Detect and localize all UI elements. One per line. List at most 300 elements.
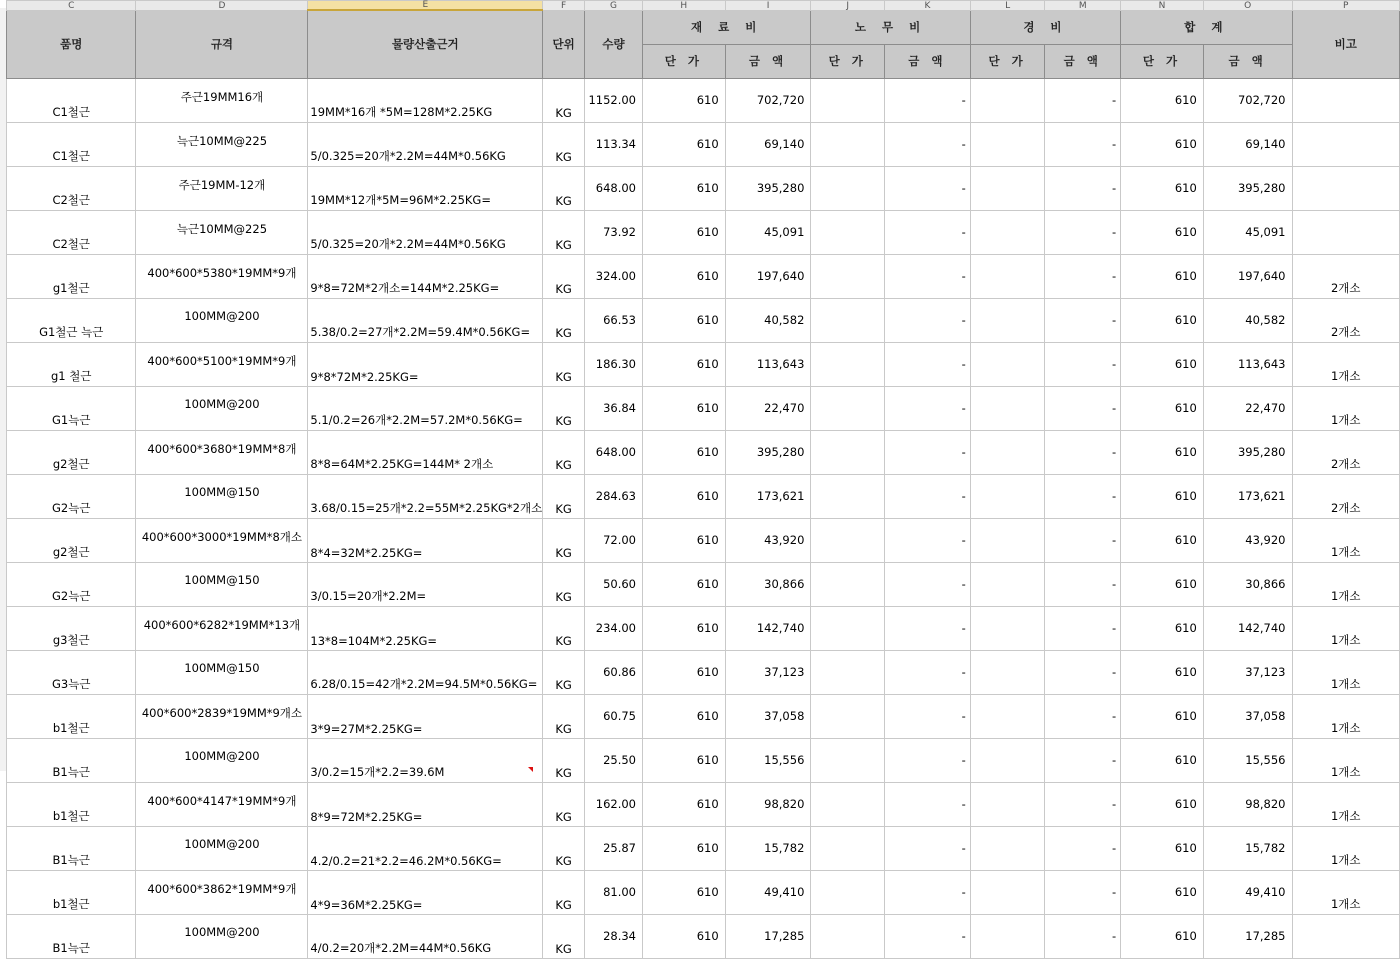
spec-cell[interactable]: 100MM@200 (136, 738, 308, 782)
quantity-cell[interactable]: 648.00 (585, 430, 643, 474)
material-unit-price-cell[interactable]: 610 (643, 518, 726, 562)
total-unit-price-cell[interactable]: 610 (1121, 914, 1204, 958)
material-amount-cell[interactable]: 142,740 (725, 606, 811, 650)
expense-unit-price-cell[interactable] (970, 914, 1045, 958)
labor-unit-price-cell[interactable] (811, 298, 885, 342)
total-amount-cell[interactable]: 15,556 (1203, 738, 1292, 782)
labor-amount-cell[interactable]: - (885, 298, 971, 342)
labor-amount-cell[interactable]: - (885, 914, 971, 958)
labor-amount-cell[interactable]: - (885, 122, 971, 166)
material-unit-price-cell[interactable]: 610 (643, 914, 726, 958)
material-unit-price-cell[interactable]: 610 (643, 474, 726, 518)
quantity-basis-cell[interactable]: 9*8*72M*2.25KG= (308, 342, 543, 386)
total-amount-cell[interactable]: 17,285 (1203, 914, 1292, 958)
column-header-e[interactable]: E (308, 1, 543, 11)
quantity-basis-cell[interactable]: 9*8=72M*2개소=144M*2.25KG= (308, 254, 543, 298)
item-name-cell[interactable]: G2늑근 (7, 562, 136, 606)
remarks-cell[interactable]: 1개소 (1292, 386, 1400, 430)
quantity-basis-cell[interactable]: 5/0.325=20개*2.2M=44M*0.56KG (308, 122, 543, 166)
unit-cell[interactable]: KG (543, 518, 585, 562)
total-amount-cell[interactable]: 702,720 (1203, 78, 1292, 122)
unit-cell[interactable]: KG (543, 694, 585, 738)
total-amount-cell[interactable]: 395,280 (1203, 166, 1292, 210)
quantity-basis-cell[interactable]: 4/0.2=20개*2.2M=44M*0.56KG (308, 914, 543, 958)
quantity-cell[interactable]: 25.87 (585, 826, 643, 870)
total-unit-price-cell[interactable]: 610 (1121, 870, 1204, 914)
quantity-basis-cell[interactable]: 5/0.325=20개*2.2M=44M*0.56KG (308, 210, 543, 254)
expense-amount-cell[interactable]: - (1045, 518, 1121, 562)
material-amount-cell[interactable]: 15,556 (725, 738, 811, 782)
quantity-basis-cell[interactable]: 3/0.15=20개*2.2M= (308, 562, 543, 606)
material-amount-cell[interactable]: 30,866 (725, 562, 811, 606)
labor-amount-cell[interactable]: - (885, 210, 971, 254)
spec-cell[interactable]: 400*600*3000*19MM*8개소 (136, 518, 308, 562)
unit-cell[interactable]: KG (543, 122, 585, 166)
total-unit-price-cell[interactable]: 610 (1121, 430, 1204, 474)
remarks-cell[interactable]: 1개소 (1292, 826, 1400, 870)
spec-cell[interactable]: 100MM@200 (136, 914, 308, 958)
quantity-cell[interactable]: 50.60 (585, 562, 643, 606)
table-row (7, 650, 1400, 694)
total-unit-price-cell[interactable]: 610 (1121, 166, 1204, 210)
remarks-cell[interactable]: 1개소 (1292, 694, 1400, 738)
spec-cell[interactable]: 400*600*3862*19MM*9개 (136, 870, 308, 914)
labor-unit-price-cell[interactable] (811, 518, 885, 562)
item-name-cell[interactable]: G3늑근 (7, 650, 136, 694)
material-unit-price-cell[interactable]: 610 (643, 122, 726, 166)
column-header-h[interactable]: H (643, 1, 726, 11)
spec-cell[interactable]: 100MM@150 (136, 562, 308, 606)
quantity-cell[interactable]: 73.92 (585, 210, 643, 254)
quantity-basis-cell[interactable]: 4*9=36M*2.25KG= (308, 870, 543, 914)
unit-cell[interactable]: KG (543, 782, 585, 826)
expense-unit-price-cell[interactable] (970, 78, 1045, 122)
quantity-basis-cell[interactable]: 5.1/0.2=26개*2.2M=57.2M*0.56KG= (308, 386, 543, 430)
header-material: 재 료 비 (643, 10, 811, 44)
total-unit-price-cell[interactable]: 610 (1121, 474, 1204, 518)
material-amount-cell[interactable]: 197,640 (725, 254, 811, 298)
total-unit-price-cell[interactable]: 610 (1121, 518, 1204, 562)
spec-cell[interactable]: 100MM@200 (136, 826, 308, 870)
quantity-cell[interactable]: 60.75 (585, 694, 643, 738)
unit-cell[interactable]: KG (543, 738, 585, 782)
labor-unit-price-cell[interactable] (811, 430, 885, 474)
total-amount-cell[interactable]: 98,820 (1203, 782, 1292, 826)
remarks-cell[interactable]: 1개소 (1292, 342, 1400, 386)
labor-unit-price-cell[interactable] (811, 474, 885, 518)
expense-unit-price-cell[interactable] (970, 518, 1045, 562)
labor-amount-cell[interactable]: - (885, 782, 971, 826)
expense-amount-cell[interactable]: - (1045, 914, 1121, 958)
unit-cell[interactable]: KG (543, 826, 585, 870)
expense-unit-price-cell[interactable] (970, 782, 1045, 826)
labor-unit-price-cell[interactable] (811, 122, 885, 166)
header-item-name: 품명 (7, 10, 136, 78)
expense-unit-price-cell[interactable] (970, 298, 1045, 342)
remarks-cell[interactable] (1292, 78, 1400, 122)
labor-unit-price-cell[interactable] (811, 254, 885, 298)
unit-cell[interactable]: KG (543, 210, 585, 254)
material-amount-cell[interactable]: 22,470 (725, 386, 811, 430)
labor-unit-price-cell[interactable] (811, 562, 885, 606)
material-amount-cell[interactable]: 395,280 (725, 430, 811, 474)
expense-unit-price-cell[interactable] (970, 606, 1045, 650)
expense-amount-cell[interactable]: - (1045, 826, 1121, 870)
labor-amount-cell[interactable]: - (885, 738, 971, 782)
expense-unit-price-cell[interactable] (970, 430, 1045, 474)
quantity-cell[interactable]: 60.86 (585, 650, 643, 694)
remarks-cell[interactable] (1292, 914, 1400, 958)
quantity-cell[interactable]: 66.53 (585, 298, 643, 342)
remarks-cell[interactable] (1292, 166, 1400, 210)
labor-unit-price-cell[interactable] (811, 870, 885, 914)
unit-cell[interactable]: KG (543, 386, 585, 430)
spec-cell[interactable]: 400*600*6282*19MM*13개 (136, 606, 308, 650)
remarks-cell[interactable]: 1개소 (1292, 606, 1400, 650)
expense-amount-cell[interactable]: - (1045, 606, 1121, 650)
expense-amount-cell[interactable]: - (1045, 870, 1121, 914)
column-header-l[interactable]: L (970, 1, 1045, 11)
item-name-cell[interactable]: C2철근 (7, 166, 136, 210)
column-header-p[interactable]: P (1292, 1, 1400, 11)
unit-cell[interactable]: KG (543, 606, 585, 650)
total-unit-price-cell[interactable]: 610 (1121, 342, 1204, 386)
item-name-cell[interactable]: B1늑근 (7, 826, 136, 870)
labor-unit-price-cell[interactable] (811, 386, 885, 430)
expense-unit-price-cell[interactable] (970, 474, 1045, 518)
unit-cell[interactable]: KG (543, 914, 585, 958)
total-unit-price-cell[interactable]: 610 (1121, 650, 1204, 694)
expense-unit-price-cell[interactable] (970, 826, 1045, 870)
spec-cell[interactable]: 100MM@150 (136, 474, 308, 518)
quantity-cell[interactable]: 324.00 (585, 254, 643, 298)
expense-amount-cell[interactable]: - (1045, 650, 1121, 694)
quantity-cell[interactable]: 1152.00 (585, 78, 643, 122)
total-amount-cell[interactable]: 395,280 (1203, 430, 1292, 474)
material-amount-cell[interactable]: 98,820 (725, 782, 811, 826)
material-amount-cell[interactable]: 69,140 (725, 122, 811, 166)
expense-amount-cell[interactable]: - (1045, 782, 1121, 826)
spec-cell[interactable]: 400*600*3680*19MM*8개 (136, 430, 308, 474)
quantity-cell[interactable]: 162.00 (585, 782, 643, 826)
remarks-cell[interactable]: 2개소 (1292, 254, 1400, 298)
labor-amount-cell[interactable]: - (885, 826, 971, 870)
material-unit-price-cell[interactable]: 610 (643, 254, 726, 298)
header-row-1 (7, 10, 1400, 44)
labor-amount-cell[interactable]: - (885, 694, 971, 738)
expense-unit-price-cell[interactable] (970, 166, 1045, 210)
remarks-cell[interactable]: 1개소 (1292, 518, 1400, 562)
total-amount-cell[interactable]: 30,866 (1203, 562, 1292, 606)
table-row (7, 430, 1400, 474)
column-header-n[interactable]: N (1121, 1, 1204, 11)
column-header-g[interactable]: G (585, 1, 643, 11)
labor-unit-price-cell[interactable] (811, 78, 885, 122)
quantity-basis-cell[interactable]: 8*4=32M*2.25KG= (308, 518, 543, 562)
total-unit-price-cell[interactable]: 610 (1121, 694, 1204, 738)
unit-cell[interactable]: KG (543, 78, 585, 122)
total-amount-cell[interactable]: 142,740 (1203, 606, 1292, 650)
quantity-cell[interactable]: 25.50 (585, 738, 643, 782)
labor-amount-cell[interactable]: - (885, 430, 971, 474)
material-amount-cell[interactable]: 37,058 (725, 694, 811, 738)
total-amount-cell[interactable]: 173,621 (1203, 474, 1292, 518)
unit-cell[interactable]: KG (543, 430, 585, 474)
item-name-cell[interactable]: g3철근 (7, 606, 136, 650)
material-amount-cell[interactable]: 17,285 (725, 914, 811, 958)
quantity-cell[interactable]: 28.34 (585, 914, 643, 958)
item-name-cell[interactable]: G1철근 늑근 (7, 298, 136, 342)
total-unit-price-cell[interactable]: 610 (1121, 122, 1204, 166)
expense-amount-cell[interactable]: - (1045, 430, 1121, 474)
material-unit-price-cell[interactable]: 610 (643, 782, 726, 826)
unit-cell[interactable]: KG (543, 562, 585, 606)
unit-cell[interactable]: KG (543, 166, 585, 210)
remarks-cell[interactable] (1292, 210, 1400, 254)
material-unit-price-cell[interactable]: 610 (643, 694, 726, 738)
labor-unit-price-cell[interactable] (811, 166, 885, 210)
labor-amount-cell[interactable]: - (885, 166, 971, 210)
remarks-cell[interactable] (1292, 122, 1400, 166)
quantity-cell[interactable]: 234.00 (585, 606, 643, 650)
quantity-basis-cell[interactable]: 3/0.2=15개*2.2=39.6M (308, 738, 543, 782)
expense-amount-cell[interactable]: - (1045, 78, 1121, 122)
total-amount-cell[interactable]: 40,582 (1203, 298, 1292, 342)
item-name-cell[interactable]: G2늑근 (7, 474, 136, 518)
column-header-o[interactable]: O (1203, 1, 1292, 11)
material-unit-price-cell[interactable]: 610 (643, 342, 726, 386)
expense-unit-price-cell[interactable] (970, 386, 1045, 430)
labor-amount-cell[interactable]: - (885, 562, 971, 606)
expense-amount-cell[interactable]: - (1045, 342, 1121, 386)
total-amount-cell[interactable]: 43,920 (1203, 518, 1292, 562)
column-header-c[interactable]: C (7, 1, 136, 11)
expense-amount-cell[interactable]: - (1045, 694, 1121, 738)
total-unit-price-cell[interactable]: 610 (1121, 298, 1204, 342)
quantity-cell[interactable]: 113.34 (585, 122, 643, 166)
quantity-basis-cell[interactable]: 3*9=27M*2.25KG= (308, 694, 543, 738)
expense-amount-cell[interactable]: - (1045, 122, 1121, 166)
total-amount-cell[interactable]: 15,782 (1203, 826, 1292, 870)
column-header-k[interactable]: K (885, 1, 971, 11)
expense-amount-cell[interactable]: - (1045, 738, 1121, 782)
labor-unit-price-cell[interactable] (811, 914, 885, 958)
labor-unit-price-cell[interactable] (811, 738, 885, 782)
remarks-cell[interactable]: 2개소 (1292, 430, 1400, 474)
labor-unit-price-cell[interactable] (811, 210, 885, 254)
spec-cell[interactable]: 주근19MM-12개 (136, 166, 308, 210)
total-unit-price-cell[interactable]: 610 (1121, 210, 1204, 254)
expense-unit-price-cell[interactable] (970, 122, 1045, 166)
material-unit-price-cell[interactable]: 610 (643, 78, 726, 122)
expense-amount-cell[interactable]: - (1045, 210, 1121, 254)
expense-unit-price-cell[interactable] (970, 694, 1045, 738)
item-name-cell[interactable]: b1철근 (7, 694, 136, 738)
quantity-basis-cell[interactable]: 4.2/0.2=21*2.2=46.2M*0.56KG= (308, 826, 543, 870)
spec-cell[interactable]: 100MM@150 (136, 650, 308, 694)
labor-unit-price-cell[interactable] (811, 606, 885, 650)
remarks-cell[interactable]: 1개소 (1292, 562, 1400, 606)
total-unit-price-cell[interactable]: 610 (1121, 782, 1204, 826)
expense-unit-price-cell[interactable] (970, 342, 1045, 386)
item-name-cell[interactable]: g1 철근 (7, 342, 136, 386)
quantity-cell[interactable]: 81.00 (585, 870, 643, 914)
spec-cell[interactable]: 400*600*5380*19MM*9개 (136, 254, 308, 298)
material-unit-price-cell[interactable]: 610 (643, 298, 726, 342)
total-unit-price-cell[interactable]: 610 (1121, 826, 1204, 870)
material-unit-price-cell[interactable]: 610 (643, 826, 726, 870)
item-name-cell[interactable]: g1철근 (7, 254, 136, 298)
material-unit-price-cell[interactable]: 610 (643, 738, 726, 782)
quantity-cell[interactable]: 648.00 (585, 166, 643, 210)
material-amount-cell[interactable]: 45,091 (725, 210, 811, 254)
total-amount-cell[interactable]: 37,123 (1203, 650, 1292, 694)
unit-cell[interactable]: KG (543, 870, 585, 914)
item-name-cell[interactable]: B1늑근 (7, 738, 136, 782)
remarks-cell[interactable]: 2개소 (1292, 474, 1400, 518)
total-amount-cell[interactable]: 113,643 (1203, 342, 1292, 386)
expense-unit-price-cell[interactable] (970, 562, 1045, 606)
quantity-cell[interactable]: 36.84 (585, 386, 643, 430)
labor-amount-cell[interactable]: - (885, 78, 971, 122)
expense-amount-cell[interactable]: - (1045, 386, 1121, 430)
quantity-basis-cell[interactable]: 13*8=104M*2.25KG= (308, 606, 543, 650)
remarks-cell[interactable]: 1개소 (1292, 870, 1400, 914)
material-unit-price-cell[interactable]: 610 (643, 562, 726, 606)
remarks-cell[interactable]: 1개소 (1292, 782, 1400, 826)
unit-cell[interactable]: KG (543, 474, 585, 518)
labor-amount-cell[interactable]: - (885, 342, 971, 386)
expense-unit-price-cell[interactable] (970, 210, 1045, 254)
total-amount-cell[interactable]: 69,140 (1203, 122, 1292, 166)
labor-amount-cell[interactable]: - (885, 386, 971, 430)
spec-cell[interactable]: 400*600*5100*19MM*9개 (136, 342, 308, 386)
material-unit-price-cell[interactable]: 610 (643, 606, 726, 650)
material-amount-cell[interactable]: 113,643 (725, 342, 811, 386)
total-unit-price-cell[interactable]: 610 (1121, 254, 1204, 298)
spec-cell[interactable]: 늑근10MM@225 (136, 210, 308, 254)
labor-unit-price-cell[interactable] (811, 782, 885, 826)
expense-unit-price-cell[interactable] (970, 254, 1045, 298)
unit-cell[interactable]: KG (543, 254, 585, 298)
labor-unit-price-cell[interactable] (811, 650, 885, 694)
spec-cell[interactable]: 100MM@200 (136, 386, 308, 430)
labor-amount-cell[interactable]: - (885, 650, 971, 694)
material-unit-price-cell[interactable]: 610 (643, 870, 726, 914)
total-amount-cell[interactable]: 37,058 (1203, 694, 1292, 738)
spec-cell[interactable]: 400*600*4147*19MM*9개 (136, 782, 308, 826)
labor-unit-price-cell[interactable] (811, 694, 885, 738)
remarks-cell[interactable]: 2개소 (1292, 298, 1400, 342)
labor-amount-cell[interactable]: - (885, 870, 971, 914)
item-name-cell[interactable]: C2철근 (7, 210, 136, 254)
spec-cell[interactable]: 주근19MM16개 (136, 78, 308, 122)
total-amount-cell[interactable]: 197,640 (1203, 254, 1292, 298)
item-name-cell[interactable]: C1철근 (7, 122, 136, 166)
labor-amount-cell[interactable]: - (885, 474, 971, 518)
item-name-cell[interactable]: g2철근 (7, 518, 136, 562)
material-unit-price-cell[interactable]: 610 (643, 166, 726, 210)
quantity-basis-cell[interactable]: 19MM*16개 *5M=128M*2.25KG (308, 78, 543, 122)
item-name-cell[interactable]: g2철근 (7, 430, 136, 474)
total-amount-cell[interactable]: 49,410 (1203, 870, 1292, 914)
total-unit-price-cell[interactable]: 610 (1121, 78, 1204, 122)
material-unit-price-cell[interactable]: 610 (643, 650, 726, 694)
item-name-cell[interactable]: b1철근 (7, 782, 136, 826)
expense-amount-cell[interactable]: - (1045, 254, 1121, 298)
quantity-cell[interactable]: 72.00 (585, 518, 643, 562)
material-unit-price-cell[interactable]: 610 (643, 430, 726, 474)
column-header-i[interactable]: I (725, 1, 811, 11)
quantity-cell[interactable]: 186.30 (585, 342, 643, 386)
material-amount-cell[interactable]: 37,123 (725, 650, 811, 694)
spec-cell[interactable]: 400*600*2839*19MM*9개소 (136, 694, 308, 738)
item-name-cell[interactable]: C1철근 (7, 78, 136, 122)
total-amount-cell[interactable]: 22,470 (1203, 386, 1292, 430)
labor-amount-cell[interactable]: - (885, 518, 971, 562)
expense-unit-price-cell[interactable] (970, 738, 1045, 782)
total-amount-cell[interactable]: 45,091 (1203, 210, 1292, 254)
labor-amount-cell[interactable]: - (885, 606, 971, 650)
remarks-cell[interactable]: 1개소 (1292, 650, 1400, 694)
unit-cell[interactable]: KG (543, 650, 585, 694)
item-name-cell[interactable]: G1늑근 (7, 386, 136, 430)
table-row (7, 782, 1400, 826)
quantity-basis-cell[interactable]: 8*8=64M*2.25KG=144M* 2개소 (308, 430, 543, 474)
labor-unit-price-cell[interactable] (811, 342, 885, 386)
item-name-cell[interactable]: B1늑근 (7, 914, 136, 958)
total-unit-price-cell[interactable]: 610 (1121, 738, 1204, 782)
expense-unit-price-cell[interactable] (970, 870, 1045, 914)
material-amount-cell[interactable]: 173,621 (725, 474, 811, 518)
total-unit-price-cell[interactable]: 610 (1121, 562, 1204, 606)
expense-amount-cell[interactable]: - (1045, 562, 1121, 606)
expense-amount-cell[interactable]: - (1045, 474, 1121, 518)
quantity-cell[interactable]: 284.63 (585, 474, 643, 518)
column-header-d[interactable]: D (136, 1, 308, 11)
expense-amount-cell[interactable]: - (1045, 298, 1121, 342)
item-name-cell[interactable]: b1철근 (7, 870, 136, 914)
column-header-j[interactable]: J (811, 1, 885, 11)
column-header-m[interactable]: M (1045, 1, 1121, 11)
material-amount-cell[interactable]: 40,582 (725, 298, 811, 342)
unit-cell[interactable]: KG (543, 342, 585, 386)
column-header-f[interactable]: F (543, 1, 585, 11)
labor-unit-price-cell[interactable] (811, 826, 885, 870)
material-unit-price-cell[interactable]: 610 (643, 386, 726, 430)
material-amount-cell[interactable]: 395,280 (725, 166, 811, 210)
spec-cell[interactable]: 100MM@200 (136, 298, 308, 342)
expense-amount-cell[interactable]: - (1045, 166, 1121, 210)
quantity-basis-cell[interactable]: 5.38/0.2=27개*2.2M=59.4M*0.56KG= (308, 298, 543, 342)
material-amount-cell[interactable]: 15,782 (725, 826, 811, 870)
spec-cell[interactable]: 늑근10MM@225 (136, 122, 308, 166)
total-unit-price-cell[interactable]: 610 (1121, 386, 1204, 430)
material-amount-cell[interactable]: 43,920 (725, 518, 811, 562)
remarks-cell[interactable]: 1개소 (1292, 738, 1400, 782)
material-unit-price-cell[interactable]: 610 (643, 210, 726, 254)
quantity-basis-cell[interactable]: 8*9=72M*2.25KG= (308, 782, 543, 826)
quantity-basis-cell[interactable]: 19MM*12개*5M=96M*2.25KG= (308, 166, 543, 210)
labor-amount-cell[interactable]: - (885, 254, 971, 298)
quantity-basis-cell[interactable]: 3.68/0.15=25개*2.2=55M*2.25KG*2개소 (308, 474, 543, 518)
material-amount-cell[interactable]: 49,410 (725, 870, 811, 914)
material-amount-cell[interactable]: 702,720 (725, 78, 811, 122)
total-unit-price-cell[interactable]: 610 (1121, 606, 1204, 650)
unit-cell[interactable]: KG (543, 298, 585, 342)
quantity-basis-cell[interactable]: 6.28/0.15=42개*2.2M=94.5M*0.56KG= (308, 650, 543, 694)
expense-unit-price-cell[interactable] (970, 650, 1045, 694)
